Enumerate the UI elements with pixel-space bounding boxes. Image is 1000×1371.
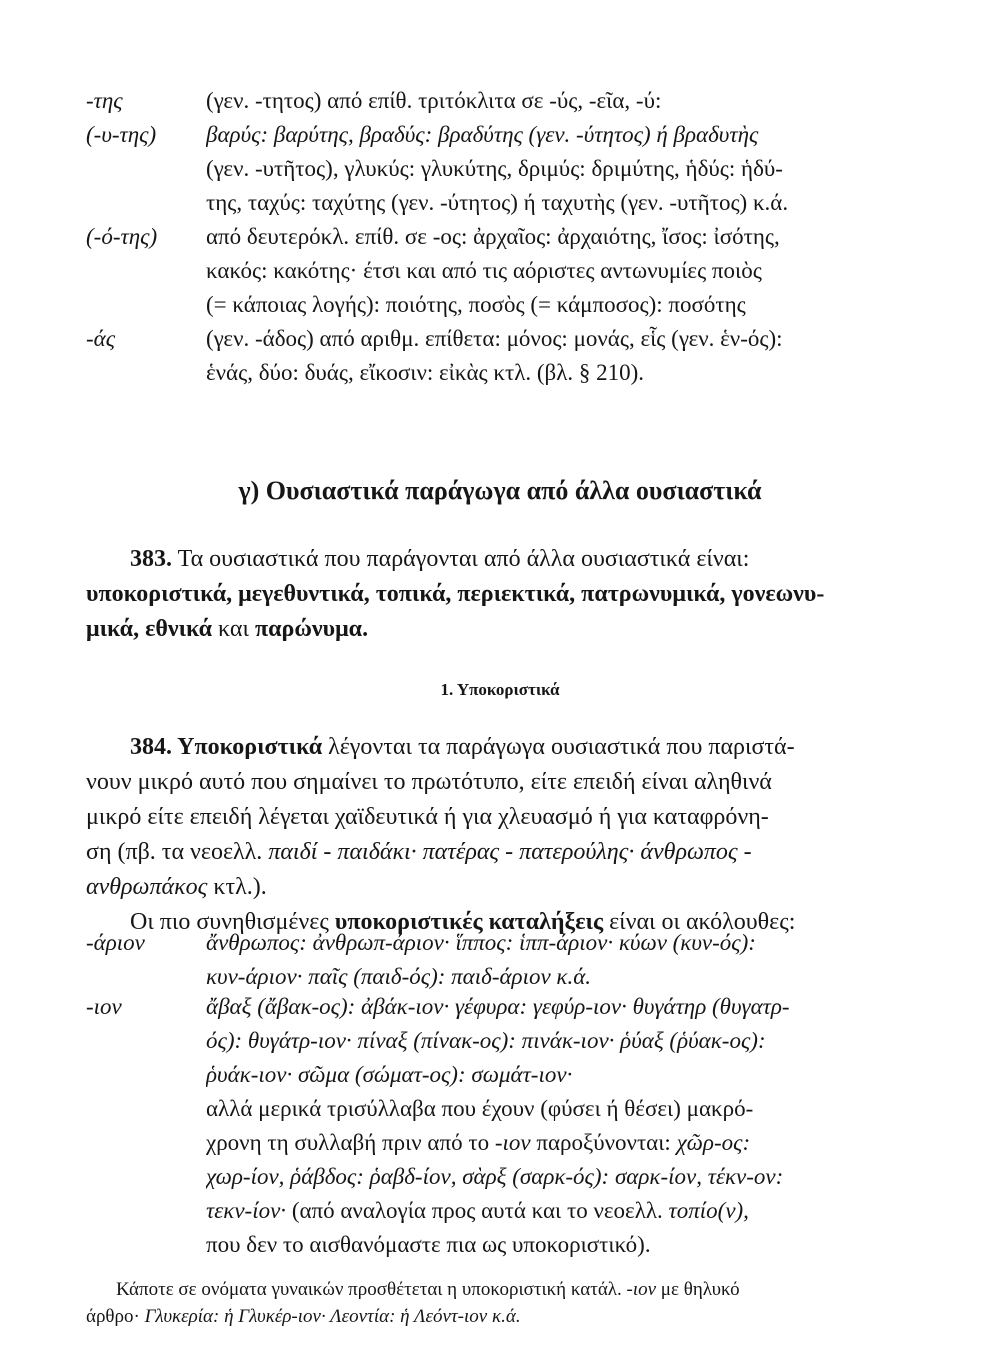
text-line: Οι πιο συνηθισμένες υποκοριστικές καταλήξεις είναι οι ακόλουθες: — [130, 909, 796, 935]
ending-tag: -της — [86, 88, 123, 113]
ending-list-ion — [86, 990, 931, 1257]
text-line: άρθρο· Γλυκερία: ἡ Γλυκέρ-ιον· Λεοντία: ἡ Λεόντ-ιον κ.ά. — [86, 1306, 521, 1327]
text-line: υποκοριστικά, μεγεθυντικά, τοπικά, περιεκτικά, πατρωνυμικά, γονεωνυ- — [86, 581, 825, 607]
text-line: ἄβαξ (ἄβακ-ος): ἀβάκ-ιον· γέφυρα: γεφύρ-ιον· θυγάτηρ (θυγατρ- — [206, 994, 790, 1019]
ending-list-tes — [86, 84, 931, 394]
text-line: χωρ-ίον, ῥάβδος: ῥαβδ-ίον, σὰρξ (σαρκ-ός): σαρκ-ίον, τέκν-ον: — [206, 1164, 784, 1189]
text-line: (= κάποιας λογής): ποιότης, ποσὸς (= κάμποσος): ποσότης — [206, 292, 746, 317]
section-heading: γ) Ουσιαστικά παράγωγα από άλλα ουσιαστικά — [238, 476, 762, 505]
paragraph-383 — [86, 542, 931, 647]
ending-tag: (-υ-της) — [86, 122, 157, 147]
text-line: χρονη τη συλλαβή πριν από το -ιον παροξύνονται: χῶρ-ος: — [206, 1130, 751, 1155]
text-line: ση (πβ. τα νεοελλ. παιδί - παιδάκι· πατέρας - πατερούλης· άνθρωπος - — [86, 839, 752, 865]
text-line: αλλά μερικά τρισύλλαβα που έχουν (φύσει ή θέσει) μακρό- — [206, 1096, 754, 1121]
text-line: κακός: κακότης· έτσι και από τις αόριστες αντωνυμίες ποιὸς — [206, 258, 762, 283]
text-line: 384. Υποκοριστικά λέγονται τα παράγωγα ουσιαστικά που παριστά- — [130, 734, 795, 760]
text-line: μικά, εθνικά και παρώνυμα. — [86, 616, 369, 642]
paragraph-number: 384. — [130, 734, 172, 760]
text-line: τεκν-ίον· (από αναλογία προς αυτά και το νεοελλ. τοπίο(ν), — [206, 1198, 749, 1223]
text-line: από δευτερόκλ. επίθ. σε -ος: ἀρχαῖος: ἀρχαιότης, ἴσος: ἰσότης, — [206, 224, 780, 249]
text-line: κυν-άριον· παῖς (παιδ-ός): παιδ-άριον κ.ά. — [206, 964, 592, 989]
ending-tag: -άριον — [86, 930, 145, 955]
text-line: (γεν. -τητος) από επίθ. τριτόκλιτα σε -ύς, -εῖα, -ύ: — [206, 88, 662, 113]
subsection-heading: 1. Υποκοριστικά — [440, 680, 560, 699]
text-line: που δεν το αισθανόμαστε πια ως υποκοριστικό). — [206, 1232, 651, 1257]
ending-list-arion — [86, 926, 931, 996]
text-line: της, ταχύς: ταχύτης (γεν. -ύτητος) ή ταχυτὴς (γεν. -υτῆτος) κ.ά. — [206, 190, 789, 215]
text-line: βαρύς: βαρύτης, βραδύς: βραδύτης (γεν. -ύτητος) ή βραδυτὴς — [206, 122, 759, 147]
text-line: νουν μικρό αυτό που σημαίνει το πρωτότυπο, είτε επειδή είναι αληθινά — [86, 769, 772, 795]
ending-tag: (-ό-της) — [86, 224, 158, 249]
text-line: ανθρωπάκος κτλ.). — [86, 874, 267, 900]
text-line: ἑνάς, δύο: δυάς, εἴκοσιν: εἰκὰς κτλ. (βλ. § 210). — [206, 360, 645, 385]
footnote — [86, 1276, 931, 1330]
text-line: ῥυάκ-ιον· σῶμα (σώματ-ος): σωμάτ-ιον· — [206, 1062, 573, 1087]
text-line: ός): θυγάτρ-ιον· πίναξ (πίνακ-ος): πινάκ-ιον· ῥύαξ (ῥύακ-ος): — [206, 1028, 766, 1053]
ending-tag: -ιον — [86, 994, 122, 1019]
text-line: (γεν. -άδος) από αριθμ. επίθετα: μόνος: μονάς, εἷς (γεν. ἑν-ός): — [206, 326, 783, 351]
paragraph-384 — [86, 730, 931, 940]
text-line: 383. Τα ουσιαστικά που παράγονται από άλλα ουσιαστικά είναι: — [130, 546, 750, 572]
ending-tag: -άς — [86, 326, 116, 351]
paragraph-number: 383. — [130, 546, 172, 572]
text-line: Κάποτε σε ονόματα γυναικών προσθέτεται η υποκοριστική κατάλ. -ιον με θηλυκό — [116, 1279, 740, 1300]
text-line: ἄνθρωπος: ἀνθρωπ-άριον· ἵππος: ἱππ-άριον· κύων (κυν-ός): — [206, 930, 756, 955]
text-line: (γεν. -υτῆτος), γλυκύς: γλυκύτης, δριμύς: δριμύτης, ἡδύς: ἡδύ- — [206, 156, 783, 181]
text-line: μικρό είτε επειδή λέγεται χαϊδευτικά ή για χλευασμό ή για καταφρόνη- — [86, 804, 769, 830]
